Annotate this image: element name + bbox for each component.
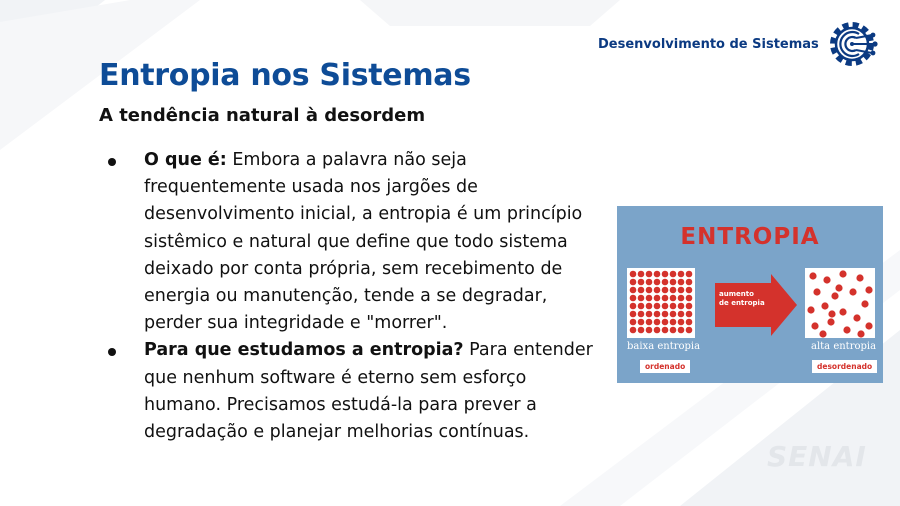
particle xyxy=(662,279,669,286)
particle xyxy=(646,311,653,318)
particle xyxy=(662,303,669,310)
particle xyxy=(813,288,820,295)
bullet-item xyxy=(108,337,608,446)
particle xyxy=(670,271,677,278)
particle xyxy=(827,318,834,325)
bullet-label: O que é: xyxy=(144,150,227,170)
particle xyxy=(678,303,685,310)
bullet-text: Embora a palavra não seja frequentemente usada nos jargões de desenvolvimento inicial, a entropia é um princípio sistêmico e natural que define que todo sistema deixado por conta própria, sem recebimento de energia ou manutenção, tende a se degradar, perder sua integridade e "morrer". xyxy=(144,150,583,334)
low-entropy-caption: baixa entropia xyxy=(627,341,701,352)
particle xyxy=(638,319,645,326)
particle xyxy=(678,271,685,278)
particle xyxy=(654,287,661,294)
particle xyxy=(630,303,637,310)
bullet-label: Para que estudamos a entropia? xyxy=(144,340,464,361)
particle xyxy=(686,287,693,294)
particle xyxy=(662,271,669,278)
particle xyxy=(678,319,685,326)
particle xyxy=(654,303,661,310)
particle xyxy=(638,327,645,334)
particle xyxy=(670,279,677,286)
particle xyxy=(856,274,863,281)
particle xyxy=(630,279,637,286)
particle xyxy=(670,287,677,294)
particle xyxy=(686,319,693,326)
particle xyxy=(839,270,846,277)
particle xyxy=(835,284,842,291)
particle xyxy=(638,287,645,294)
particle xyxy=(828,310,835,317)
ordered-tag: ordenado xyxy=(640,360,690,373)
particle xyxy=(686,327,693,334)
particle xyxy=(823,276,830,283)
particle xyxy=(646,327,653,334)
particle xyxy=(654,271,661,278)
particle xyxy=(839,308,846,315)
particle xyxy=(670,295,677,302)
particle xyxy=(638,279,645,286)
high-entropy-caption: alta entropia xyxy=(811,341,877,352)
particle xyxy=(654,279,661,286)
particle xyxy=(865,322,872,329)
particle xyxy=(646,319,653,326)
disordered-tag: desordenado xyxy=(812,360,877,373)
bullet-dot xyxy=(108,348,116,356)
particle xyxy=(678,287,685,294)
particle xyxy=(646,279,653,286)
particle xyxy=(630,327,637,334)
particle xyxy=(638,295,645,302)
particle xyxy=(861,300,868,307)
particle xyxy=(819,330,826,337)
bullet-text: Para entender que nenhum software é eterno sem esforço humano. Precisamos estudá-la para prever a degradação e planejar melhorias contínuas. xyxy=(144,340,593,443)
particle xyxy=(686,271,693,278)
figure-title: ENTROPIA xyxy=(680,224,820,250)
particle xyxy=(646,271,653,278)
bullet-list xyxy=(108,147,608,446)
particle xyxy=(686,303,693,310)
particle xyxy=(670,327,677,334)
particle xyxy=(809,272,816,279)
particle xyxy=(678,327,685,334)
particle xyxy=(646,295,653,302)
bullet-dot xyxy=(108,158,116,166)
particle xyxy=(865,286,872,293)
particle xyxy=(630,311,637,318)
particle xyxy=(654,327,661,334)
particle xyxy=(686,311,693,318)
particle xyxy=(678,311,685,318)
particle xyxy=(678,295,685,302)
particle xyxy=(670,303,677,310)
particle xyxy=(853,314,860,321)
particle xyxy=(638,311,645,318)
particle xyxy=(630,271,637,278)
arrow-label: aumento de entropia xyxy=(719,290,765,307)
particle xyxy=(662,287,669,294)
particle xyxy=(654,311,661,318)
senai-logo: SENAI xyxy=(767,440,867,473)
particle xyxy=(857,330,864,337)
particle xyxy=(849,288,856,295)
particle xyxy=(662,295,669,302)
particle xyxy=(638,271,645,278)
low-entropy-box xyxy=(627,268,695,338)
particle xyxy=(630,287,637,294)
particle xyxy=(638,303,645,310)
particle xyxy=(807,306,814,313)
particle xyxy=(662,311,669,318)
particle xyxy=(662,327,669,334)
particle xyxy=(678,279,685,286)
particle xyxy=(831,292,838,299)
particle xyxy=(662,319,669,326)
particle xyxy=(646,287,653,294)
gear-circuit-icon xyxy=(822,14,882,74)
particle xyxy=(654,295,661,302)
bullet-item xyxy=(108,147,608,337)
particle xyxy=(811,322,818,329)
course-name: Desenvolvimento de Sistemas xyxy=(598,37,819,52)
slide-title: Entropia nos Sistemas xyxy=(99,58,471,93)
particle xyxy=(670,319,677,326)
particle xyxy=(670,311,677,318)
particle xyxy=(686,295,693,302)
particle xyxy=(646,303,653,310)
particle xyxy=(821,302,828,309)
particle xyxy=(686,279,693,286)
slide-subtitle: A tendência natural à desordem xyxy=(99,105,426,126)
particle xyxy=(630,295,637,302)
particle xyxy=(654,319,661,326)
particle xyxy=(630,319,637,326)
particle xyxy=(843,326,850,333)
